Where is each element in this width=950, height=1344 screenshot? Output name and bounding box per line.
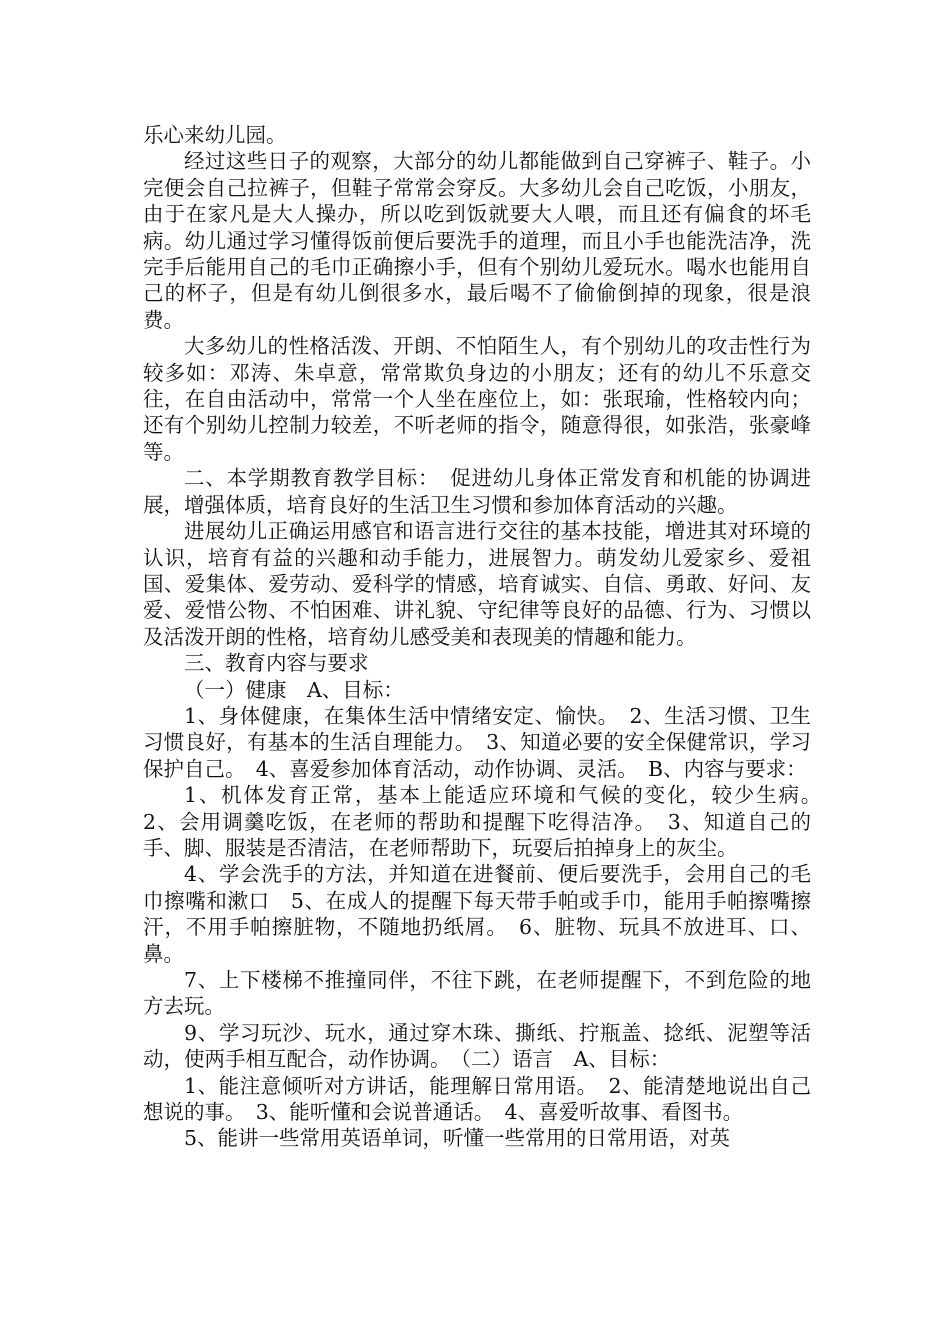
paragraph-3: 大多幼儿的性格活泼、开朗、不怕陌生人，有个别幼儿的攻击性行为较多如：邓涛、朱卓意，常常欺负身边的小朋友；还有的幼儿不乐意交往，在自由活动中，常常一个人坐在座位上，如：张珉瑜，性格较内向；还有个别幼儿控制力较差，不听老师的指令，随意得很，如张浩，张豪峰等。 <box>143 334 811 464</box>
section-3-heading: 三、教育内容与要求 <box>184 651 369 676</box>
paragraph-5: 进展幼儿正确运用感官和语言进行交往的基本技能，增进其对环境的认识，培育有益的兴趣和动手能力，进展智力。萌发幼儿爱家乡、爱祖国、爱集体、爱劳动、爱科学的情感，培育诚实、自信、勇敢、好问、友爱、爱惜公物、不怕困难、讲礼貌、守纪律等良好的品德、行为、习惯以及活泼开朗的性格，培育幼儿感受美和表现美的情趣和能力。 <box>143 519 811 649</box>
language-goals-continued: 5、能讲一些常用英语单词，听懂一些常用的日常用语，对英 <box>184 1126 731 1151</box>
health-requirements-1: 1、机体发育正常，基本上能适应环境和气候的变化，较少生病。 2、会用调羹吃饭，在老师的帮助和提醒下吃得洁净。 3、知道自己的手、脚、服装是否清洁，在老师帮助下，玩耍后拍掉身上的灰尘。 <box>143 783 832 860</box>
document-body <box>143 122 832 1152</box>
health-requirements-2: 4、学会洗手的方法，并知道在进餐前、便后要洗手，会用自己的毛巾擦嘴和漱口 5、在成人的提醒下每天带手帕或手巾，能用手帕擦嘴擦汗，不用手帕擦脏物，不随地扔纸屑。 6、脏物、玩具不放进耳、口、鼻。 <box>143 862 811 966</box>
health-requirements-4: 9、学习玩沙、玩水，通过穿木珠、撕纸、拧瓶盖、捻纸、泥塑等活动，使两手相互配合，动作协调。 （二）语言 A、目标： <box>143 1020 811 1072</box>
health-requirements-3: 7、上下楼梯不推撞同伴，不往下跳，在老师提醒下，不到危险的地方去玩。 <box>143 968 811 1019</box>
paragraph-2: 经过这些日子的观察，大部分的幼儿都能做到自己穿裤子、鞋子。小完便会自己拉裤子，但鞋子常常会穿反。大多幼儿会自己吃饭，小朋友，由于在家凡是大人操办，所以吃到饭就要大人喂，而且还有偏食的坏毛病。幼儿通过学习懂得饭前便后要洗手的道理，而且小手也能洗洁净，洗完手后能用自己的毛巾正确擦小手，但有个别幼儿爱玩水。喝水也能用自己的杯子，但是有幼儿倒很多水，最后喝不了偷偷倒掉的现象，很是浪费。 <box>143 149 811 332</box>
paragraph-1: 乐心来幼儿园。 <box>143 123 287 147</box>
subsection-health-heading: （一）健康 A、目标： <box>184 677 404 702</box>
language-goals: 1、能注意倾听对方讲话，能理解日常用语。 2、能清楚地说出自己想说的事。 3、能听懂和会说普通话。 4、喜爱听故事、看图书。 <box>143 1073 811 1125</box>
health-goals: 1、身体健康，在集体生活中情绪安定、愉快。 2、生活习惯、卫生习惯良好，有基本的生活自理能力。 3、知道必要的安全保健常识，学习保护自己。 4、喜爱参加体育活动，动作协调、灵活。 B、内容与要求： <box>143 703 811 781</box>
section-2-heading: 二、本学期教育教学目标： 促进幼儿身体正常发育和机能的协调进展，增强体质，培育良好的生活卫生习惯和参加体育活动的兴趣。 <box>143 466 811 517</box>
